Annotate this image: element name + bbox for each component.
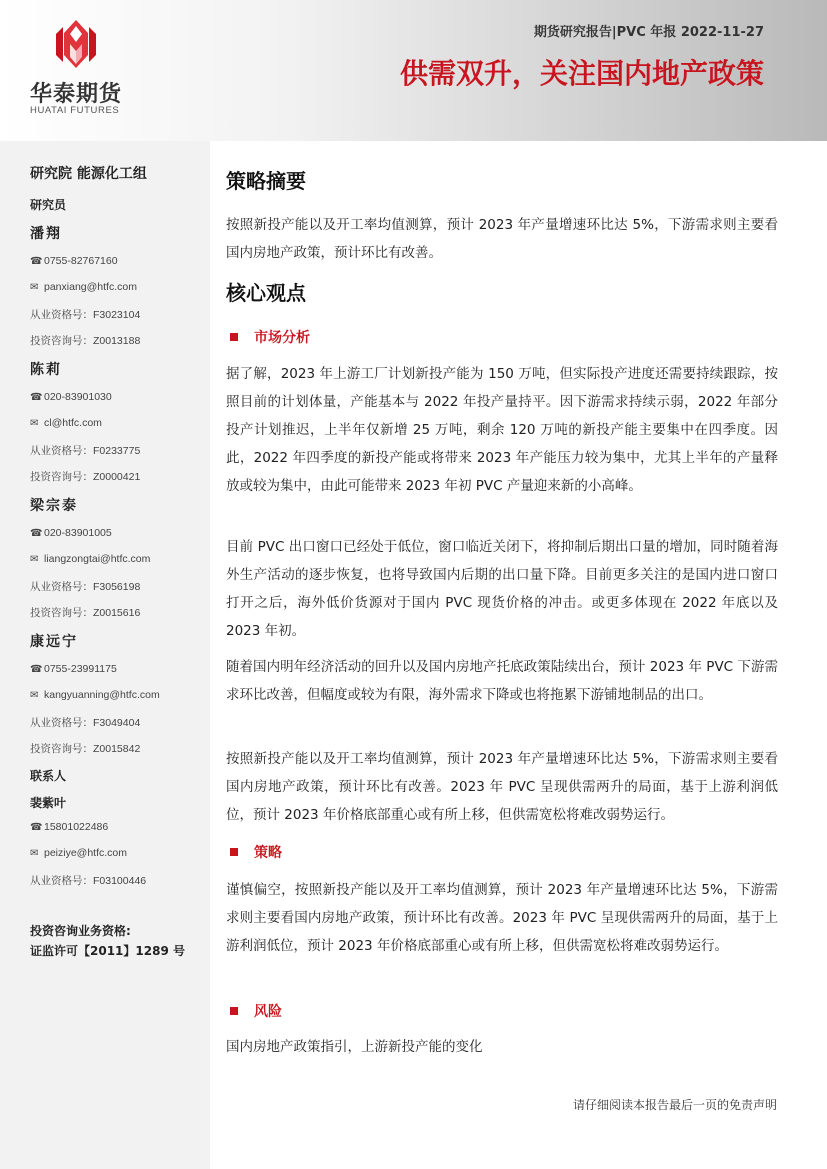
report-type-date: 期货研究报告|PVC 年报 2022-11-27 (533, 25, 764, 40)
analyst-phone: ☎ 020-83901030 (30, 391, 112, 403)
market-analysis-heading: 市场分析 (230, 327, 310, 347)
market-paragraph: 随着国内明年经济活动的回升以及国内房地产托底政策陆续出台，预计 2023 年 PVC 下游需求环比改善，但幅度或较为有限，海外需求下降或也将拖累下游铺地制品的出口。 (226, 659, 778, 703)
analyst-email[interactable]: ✉ cl@htfc.com (30, 417, 102, 429)
analyst-phone: ☎ 0755-82767160 (30, 255, 118, 267)
researcher-label: 研究员 (30, 198, 67, 212)
analyst-advisory-number: 投资咨询号：Z0013188 (30, 335, 141, 347)
author-sidebar (0, 141, 210, 1169)
analyst-email[interactable]: ✉ liangzongtai@htfc.com (30, 553, 151, 565)
analyst-phone: ☎ 0755-23991175 (30, 663, 117, 675)
qualification-line: 投资咨询业务资格: (30, 924, 131, 938)
report-header (0, 0, 827, 141)
company-logo (30, 20, 140, 120)
contact-phone: ☎ 15801022486 (30, 821, 109, 833)
logo-english-name: HUATAI FUTURES (30, 105, 120, 116)
analyst-cert-number: 从业资格号：F3049404 (30, 717, 141, 729)
disclaimer-note: 请仔细阅读本报告最后一页的免责声明 (572, 1098, 777, 1112)
contact-name: 裴紫叶 (30, 796, 67, 810)
analyst-phone: ☎ 020-83901005 (30, 527, 112, 539)
analyst-cert-number: 从业资格号：F3056198 (30, 581, 141, 593)
phone-icon: ☎ (30, 528, 43, 539)
logo-chinese-name: 华泰期货 (30, 82, 123, 107)
department-label: 研究院 能源化工组 (30, 166, 147, 182)
analyst-advisory-number: 投资咨询号：Z0015616 (30, 607, 141, 619)
email-icon: ✉ (30, 282, 39, 293)
email-icon: ✉ (30, 690, 39, 701)
qualification-license: 证监许可【2011】1289 号 (30, 944, 185, 958)
phone-icon: ☎ (30, 256, 43, 267)
square-bullet-icon (230, 1007, 238, 1015)
risk-heading: 风险 (230, 1001, 282, 1021)
phone-icon: ☎ (30, 392, 43, 403)
email-icon: ✉ (30, 848, 39, 859)
analyst-email[interactable]: ✉ kangyuanning@htfc.com (30, 689, 160, 701)
analyst-name: 康远宁 (30, 634, 78, 650)
square-bullet-icon (230, 848, 238, 856)
huatai-logo-icon (52, 20, 100, 72)
analyst-advisory-number: 投资咨询号：Z0000421 (30, 471, 141, 483)
contact-email[interactable]: ✉ peiziye@htfc.com (30, 847, 128, 859)
phone-icon: ☎ (30, 664, 43, 675)
analyst-name: 梁宗泰 (30, 498, 78, 514)
analyst-name: 陈莉 (30, 362, 62, 378)
email-icon: ✉ (30, 418, 39, 429)
contact-label: 联系人 (30, 769, 67, 783)
analyst-email[interactable]: ✉ panxiang@htfc.com (30, 281, 137, 293)
analyst-name: 潘翔 (30, 226, 62, 242)
email-icon: ✉ (30, 554, 39, 565)
market-paragraph: 目前 PVC 出口窗口已经处于低位，窗口临近关闭下，将抑制后期出口量的增加，同时随着海外生产活动的逐步恢复，也将导致国内后期的出口量下降。目前更多关注的是国内进口窗口打开之后，海外低价货源对于国内 PVC 现货价格的冲击。或更多体现在 2022 年底以及 2023 年初。 (226, 539, 778, 639)
contact-cert-number: 从业资格号：F03100446 (30, 875, 147, 887)
square-bullet-icon (230, 333, 238, 341)
report-title: 供需双升，关注国内地产政策 (399, 57, 764, 90)
summary-text: 按照新投产能以及开工率均值测算，预计 2023 年产量增速环比达 5%，下游需求则主要看国内房地产政策，预计环比有改善。 (226, 217, 778, 261)
risk-text: 国内房地产政策指引，上游新投产能的变化 (226, 1039, 483, 1055)
core-views-heading: 核心观点 (226, 281, 306, 305)
strategy-heading: 策略 (230, 842, 282, 862)
market-paragraph: 按照新投产能以及开工率均值测算，预计 2023 年产量增速环比达 5%，下游需求则主要看国内房地产政策，预计环比有改善。2023 年 PVC 呈现供需两升的局面，基于上游利润低位，预计 2023 年价格底部重心或有所上移，但供需宽松将难改弱势运行。 (226, 751, 778, 823)
analyst-advisory-number: 投资咨询号：Z0015842 (30, 743, 141, 755)
analyst-cert-number: 从业资格号：F3023104 (30, 309, 141, 321)
market-paragraph: 据了解，2023 年上游工厂计划新投产能为 150 万吨，但实际投产进度还需要持续跟踪，按照目前的计划体量，产能基本与 2022 年投产量持平。因下游需求持续示弱，2022 年部分投产计划推迟，上半年仅新增 25 万吨，剩余 120 万吨的新投产能主要集中在四季度。因此，2022 年四季度的新投产能或将带来 2023 年产能压力较为集中，尤其上半年的产量释放或较为集中，由此可能带来 2023 年初 PVC 产量迎来新的小高峰。 (226, 366, 778, 494)
strategy-text: 谨慎偏空，按照新投产能以及开工率均值测算，预计 2023 年产量增速环比达 5%，下游需求则主要看国内房地产政策，预计环比有改善。2023 年 PVC 呈现供需两升的局面，基于上游利润低位，预计 2023 年价格底部重心或有所上移，但供需宽松将难改弱势运行。 (226, 882, 778, 954)
summary-heading: 策略摘要 (226, 169, 306, 193)
analyst-cert-number: 从业资格号：F0233775 (30, 445, 141, 457)
phone-icon: ☎ (30, 822, 43, 833)
